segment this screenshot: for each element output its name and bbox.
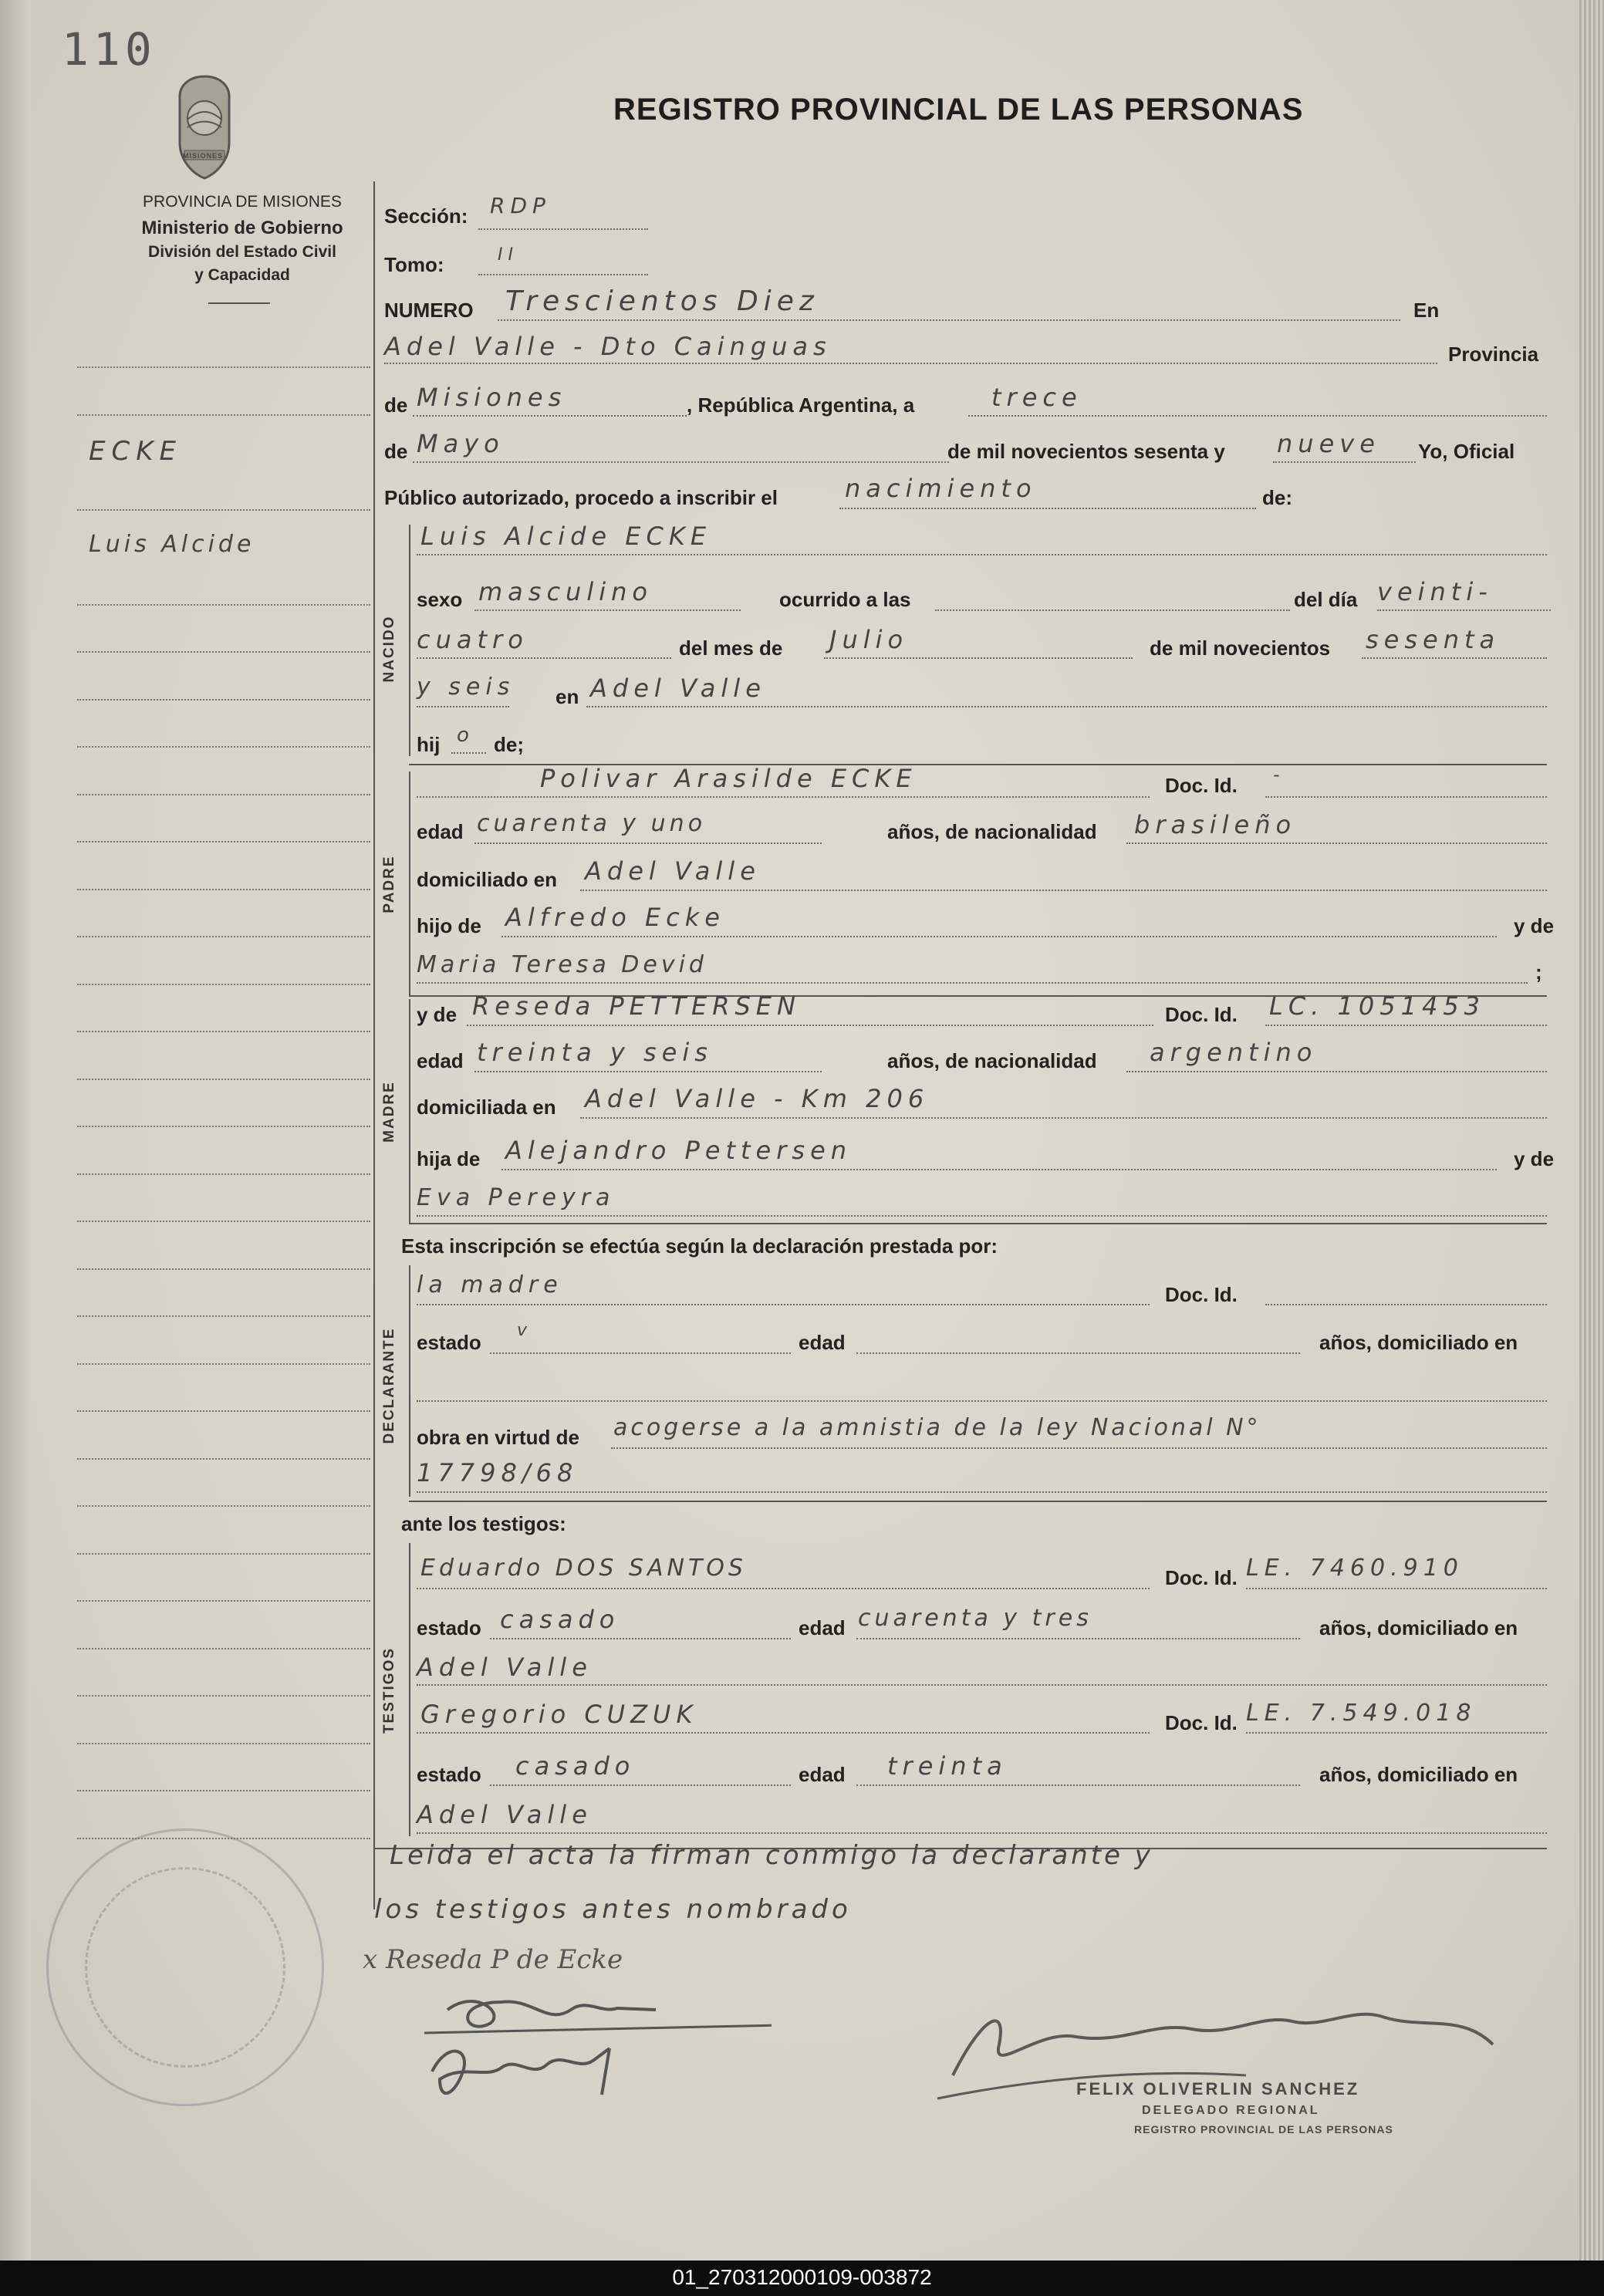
testigo2-estado: casado <box>515 1751 636 1781</box>
anio-nac-1: sesenta <box>1366 625 1501 654</box>
anio-value: nueve <box>1277 429 1380 458</box>
de-mil-label: de mil novecientos sesenta y <box>947 440 1225 463</box>
de-colon-label: de: <box>1262 486 1292 509</box>
official-office: REGISTRO PROVINCIAL DE LAS PERSONAS <box>1134 2123 1393 2136</box>
margin-ruled-line <box>77 841 370 842</box>
obra-value: acogerse a la amnistia de la ley Nacional N° <box>613 1414 1261 1441</box>
margin-ruled-line <box>77 1126 370 1127</box>
madre-dom-label: domiciliada en <box>417 1096 556 1119</box>
declarante-estado-label: estado <box>417 1331 481 1354</box>
testigo2-edad: treinta <box>887 1751 1008 1781</box>
madre-doc-label: Doc. Id. <box>1165 1003 1238 1026</box>
localidad-value: Adel Valle - Dto Cainguas <box>384 332 832 361</box>
testigo1-nombre: Eduardo DOS SANTOS <box>420 1555 747 1582</box>
sexo-value: masculino <box>478 577 653 606</box>
declarante-edad-label: edad <box>799 1331 846 1354</box>
de-semi-label: de; <box>494 733 524 756</box>
dia-nac-2: cuatro <box>417 625 528 654</box>
declarante-nombre: la madre <box>417 1271 563 1298</box>
leida-line-1: Leida el acta la firman conmigo la declarante y <box>390 1840 1153 1871</box>
witness-signatures <box>417 1979 772 2110</box>
declarante-estado: v <box>517 1321 533 1340</box>
ministry-name: Ministerio de Gobierno <box>141 218 343 238</box>
madre-edad: treinta y seis <box>477 1038 713 1067</box>
margin-ruled-line <box>77 1221 370 1222</box>
madre-edad-label: edad <box>417 1049 464 1072</box>
madre-hija-de: Alejandro Pettersen <box>505 1136 853 1165</box>
section-nacido: NACIDO <box>381 615 397 683</box>
tomo-label: Tomo: <box>384 253 444 276</box>
testigo2-dom-label: años, domiciliado en <box>1319 1763 1518 1786</box>
official-name: FELIX OLIVERLIN SANCHEZ <box>1076 2079 1360 2098</box>
margin-ruled-line <box>77 1173 370 1175</box>
padre-madre: Maria Teresa Devid <box>417 951 707 978</box>
margin-ruled-line <box>77 1363 370 1365</box>
padre-edad: cuarenta y uno <box>477 810 707 837</box>
margin-ruled-line <box>77 1079 370 1080</box>
page-number: 110 <box>62 23 157 76</box>
declarante-dom-label: años, domiciliado en <box>1319 1331 1518 1354</box>
page-title: REGISTRO PROVINCIAL DE LAS PERSONAS <box>613 93 1304 127</box>
madre-nombre: Reseda PETTERSEN <box>472 991 801 1021</box>
provincial-emblem <box>174 73 235 181</box>
margin-ruled-line <box>77 746 370 748</box>
margin-ruled-line <box>77 1648 370 1649</box>
margin-ruled-line <box>77 1743 370 1744</box>
testigo2-nombre: Gregorio CUZUK <box>420 1700 698 1729</box>
seccion-value: RDP <box>490 193 551 218</box>
testigo1-dom-label: años, domiciliado en <box>1319 1616 1518 1639</box>
margin-ruled-line <box>77 1695 370 1697</box>
section-declarante: DECLARANTE <box>381 1327 397 1444</box>
testigo1-doc-label: Doc. Id. <box>1165 1566 1238 1589</box>
declaracion-label: Esta inscripción se efectúa según la declaración prestada por: <box>401 1234 998 1258</box>
padre-dom: Adel Valle <box>585 856 761 886</box>
de-mil-nov-label: de mil novecientos <box>1150 636 1331 660</box>
padre-doc: - <box>1273 764 1285 785</box>
margin-ruled-line <box>77 1458 370 1460</box>
del-mes-label: del mes de <box>679 636 783 660</box>
official-title: DELEGADO REGIONAL <box>1142 2104 1320 2117</box>
publico-label: Público autorizado, procedo a inscribir el <box>384 486 778 509</box>
yo-oficial-label: Yo, Oficial <box>1418 440 1515 463</box>
margin-ruled-line <box>77 1553 370 1555</box>
margin-ruled-line <box>77 936 370 937</box>
madre-hija-label: hija de <box>417 1147 481 1170</box>
hij-label: hij <box>417 733 441 756</box>
province-name: PROVINCIA DE MISIONES <box>143 193 342 211</box>
margin-ruled-line <box>77 509 370 511</box>
del-dia-label: del día <box>1294 588 1358 611</box>
mes-value: Mayo <box>417 429 505 458</box>
form-border <box>373 181 375 1909</box>
margin-ruled-line <box>77 794 370 795</box>
margin-ruled-line <box>77 1790 370 1791</box>
padre-hijo-de: Alfredo Ecke <box>505 903 725 932</box>
margin-given-names: Luis Alcide <box>89 531 255 558</box>
testigo1-estado: casado <box>500 1605 620 1634</box>
page-edge <box>1579 0 1604 2261</box>
ante-label: ante los testigos: <box>401 1512 566 1535</box>
testigo2-estado-label: estado <box>417 1763 481 1786</box>
numero-value: Trescientos Diez <box>505 285 819 317</box>
declarante-signature: x Reseda P de Ecke <box>363 1944 623 1975</box>
testigo1-dom: Adel Valle <box>417 1653 593 1682</box>
lugar-nac: Adel Valle <box>590 674 766 703</box>
testigo2-doc-label: Doc. Id. <box>1165 1711 1238 1734</box>
testigo1-estado-label: estado <box>417 1616 481 1639</box>
testigo1-doc: LE. 7460.910 <box>1246 1555 1464 1582</box>
section-madre: MADRE <box>381 1081 397 1143</box>
margin-surname: ECKE <box>89 436 183 467</box>
testigo2-edad-label: edad <box>799 1763 846 1786</box>
padre-nombre: Polivar Arasilde ECKE <box>540 764 917 793</box>
dia-nac-1: veinti- <box>1377 577 1493 606</box>
madre-nac-label: años, de nacionalidad <box>887 1049 1097 1072</box>
acto-value: nacimiento <box>845 474 1037 503</box>
madre-nac: argentino <box>1150 1038 1318 1067</box>
tomo-value: II <box>498 245 518 265</box>
testigo2-doc: LE. 7.549.018 <box>1246 1700 1477 1727</box>
en-label: En <box>1413 299 1440 322</box>
numero-label: NUMERO <box>384 299 474 322</box>
margin-ruled-line <box>77 651 370 653</box>
margin-ruled-line <box>77 1600 370 1602</box>
image-identifier: 01_270312000109-003872 <box>672 2265 932 2289</box>
division-name: División del Estado Civil <box>148 243 336 261</box>
ocurrido-label: ocurrido a las <box>779 588 911 611</box>
madre-y-de-label: y de <box>417 1003 458 1026</box>
testigo1-edad: cuarenta y tres <box>858 1605 1092 1632</box>
hij-suffix: o <box>457 724 474 747</box>
madre-dom: Adel Valle - Km 206 <box>585 1084 930 1113</box>
republica-label: , República Argentina, a <box>687 393 915 417</box>
dia-value: trece <box>991 383 1082 412</box>
declarante-doc-label: Doc. Id. <box>1165 1283 1238 1306</box>
testigo2-dom: Adel Valle <box>417 1800 593 1829</box>
padre-edad-label: edad <box>417 820 464 843</box>
emblem-text: MISIONES <box>183 152 224 160</box>
margin-ruled-line <box>77 1410 370 1412</box>
seccion-label: Sección: <box>384 204 468 228</box>
obra-label: obra en virtud de <box>417 1426 579 1449</box>
madre-doc: LC. 1051453 <box>1269 991 1486 1021</box>
margin-ruled-line <box>77 414 370 416</box>
division-name-2: y Capacidad <box>194 266 290 284</box>
en-label-2: en <box>555 685 579 708</box>
margin-ruled-line <box>77 1505 370 1507</box>
provincia-value: Misiones <box>417 383 567 412</box>
madre-madre: Eva Pereyra <box>417 1184 616 1211</box>
padre-y-de-label: y de <box>1514 914 1555 937</box>
section-testigos: TESTIGOS <box>381 1646 397 1734</box>
madre-y-de-label-2: y de <box>1514 1147 1555 1170</box>
padre-nac: brasileño <box>1134 810 1297 839</box>
provincia-label: Provincia <box>1448 343 1539 366</box>
padre-doc-label: Doc. Id. <box>1165 774 1238 797</box>
mes-nac: Julio <box>829 625 909 654</box>
margin-ruled-line <box>77 604 370 606</box>
margin-ruled-line <box>77 366 370 368</box>
testigo1-edad-label: edad <box>799 1616 846 1639</box>
padre-hijo-label: hijo de <box>417 914 481 937</box>
de-label-2: de <box>384 440 408 463</box>
nacido-nombre: Luis Alcide ECKE <box>420 522 712 551</box>
margin-ruled-line <box>77 1315 370 1317</box>
obra-value-2: 17798/68 <box>417 1458 579 1487</box>
margin-ruled-line <box>77 984 370 985</box>
margin-ruled-line <box>77 1031 370 1032</box>
margin-ruled-line <box>77 699 370 701</box>
anio-nac-2: y seis <box>417 674 515 701</box>
padre-dom-label: domiciliado en <box>417 868 558 891</box>
leida-line-2: los testigos antes nombrado <box>374 1894 852 1925</box>
margin-ruled-line <box>77 1268 370 1270</box>
page-binding <box>0 0 31 2261</box>
de-label: de <box>384 393 408 417</box>
padre-semicolon: ; <box>1535 961 1542 984</box>
margin-ruled-line <box>77 889 370 890</box>
sexo-label: sexo <box>417 588 463 611</box>
padre-nac-label: años, de nacionalidad <box>887 820 1097 843</box>
section-padre: PADRE <box>381 855 397 913</box>
